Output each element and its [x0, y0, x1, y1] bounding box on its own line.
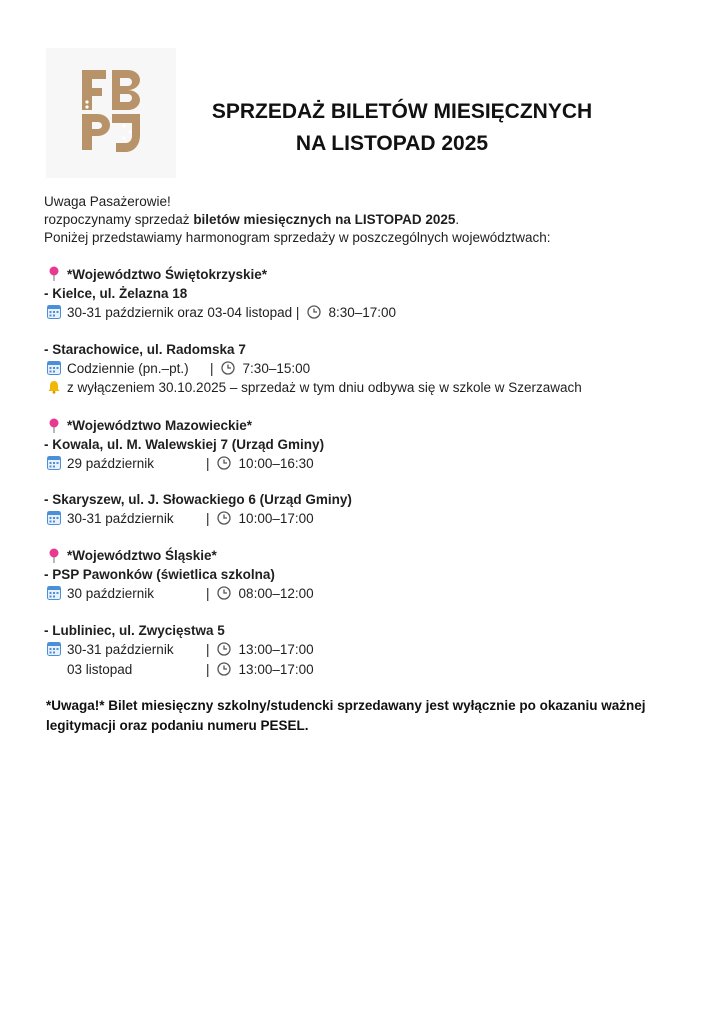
location-lubliniec: - Lubliniec, ul. Zwycięstwa 5 [44, 623, 225, 638]
time-skaryszew: 10:00–17:00 [238, 511, 314, 526]
warning-note: *Uwaga!* Bilet miesięczny szkolny/studencki sprzedawany jest wyłącznie po okazaniu ważnej legitymacji oraz podaniu numeru PESEL. [46, 698, 646, 733]
logo [46, 48, 176, 178]
logo-emblem [80, 68, 142, 154]
location-pawonkow: - PSP Pawonków (świetlica szkolna) [44, 567, 275, 582]
time-starachowice: 7:30–15:00 [242, 361, 311, 376]
intro-announcement-post: . [455, 212, 460, 227]
time-lubliniec-2-row [206, 661, 314, 679]
date-lubliniec-1: 30-31 październik [67, 642, 174, 657]
intro-announcement-bold: biletów miesięcznych na LISTOPAD 2025 [193, 212, 456, 227]
separator: | [206, 511, 210, 526]
region-slaskie: *Województwo Śląskie* [67, 548, 217, 563]
intro-schedule: Poniżej przedstawiamy harmonogram sprzedaży w poszczególnych województwach: [44, 230, 551, 245]
calendar-icon [47, 642, 61, 656]
separator: | [210, 361, 214, 376]
time-kowala-row [206, 455, 314, 473]
date-skaryszew: 30-31 październik [67, 511, 174, 526]
date-kowala: 29 październik [67, 456, 155, 471]
calendar-icon [47, 305, 61, 319]
clock-icon [217, 642, 231, 656]
calendar-icon [47, 586, 61, 600]
date-kielce: 30-31 październik oraz 03-04 listopad | [67, 305, 300, 320]
time-lubliniec-2: 13:00–17:00 [238, 662, 314, 677]
separator: | [206, 642, 210, 657]
time-pawonkow-row [206, 585, 314, 603]
location-kielce: - Kielce, ul. Żelazna 18 [44, 286, 188, 301]
schedule-kielce [67, 304, 396, 322]
title-line-1: SPRZEDAŻ BILETÓW MIESIĘCZNYCH [211, 100, 593, 123]
intro-greeting: Uwaga Pasażerowie! [44, 194, 171, 209]
separator: | [206, 662, 210, 677]
title-line-2: NA LISTOPAD 2025 [295, 132, 489, 155]
time-kowala: 10:00–16:30 [238, 456, 314, 471]
region-mazowieckie: *Województwo Mazowieckie* [67, 418, 253, 433]
intro-announcement [44, 211, 459, 229]
region-swietokrzyskie: *Województwo Świętokrzyskie* [67, 267, 268, 282]
pin-icon [48, 548, 60, 564]
pin-icon [48, 418, 60, 434]
separator: | [206, 586, 210, 601]
time-lubliniec-1-row [206, 641, 314, 659]
clock-icon [217, 456, 231, 470]
separator: | [206, 456, 210, 471]
time-pawonkow: 08:00–12:00 [238, 586, 314, 601]
clock-icon [217, 511, 231, 525]
calendar-icon [47, 361, 61, 375]
clock-icon [217, 586, 231, 600]
date-pawonkow: 30 październik [67, 586, 155, 601]
calendar-icon [47, 511, 61, 525]
bell-icon [47, 380, 61, 394]
calendar-icon [47, 456, 61, 470]
clock-icon [221, 361, 235, 375]
intro-announcement-pre: rozpoczynamy sprzedaż [44, 212, 194, 227]
clock-icon [307, 305, 321, 319]
time-lubliniec-1: 13:00–17:00 [238, 642, 314, 657]
location-starachowice: - Starachowice, ul. Radomska 7 [44, 342, 246, 357]
note-starachowice: z wyłączeniem 30.10.2025 – sprzedaż w tym dniu odbywa się w szkole w Szerzawach [67, 380, 582, 395]
pin-icon [48, 266, 60, 282]
time-skaryszew-row [206, 510, 314, 528]
date-starachowice: Codziennie (pn.–pt.) [67, 361, 189, 376]
location-skaryszew: - Skaryszew, ul. J. Słowackiego 6 (Urząd Gminy) [44, 492, 352, 507]
time-starachowice-row [210, 360, 310, 378]
clock-icon [217, 662, 231, 676]
date-lubliniec-2: 03 listopad [67, 662, 133, 677]
time-kielce: 8:30–17:00 [328, 305, 397, 320]
location-kowala: - Kowala, ul. M. Walewskiej 7 (Urząd Gminy) [44, 437, 325, 452]
